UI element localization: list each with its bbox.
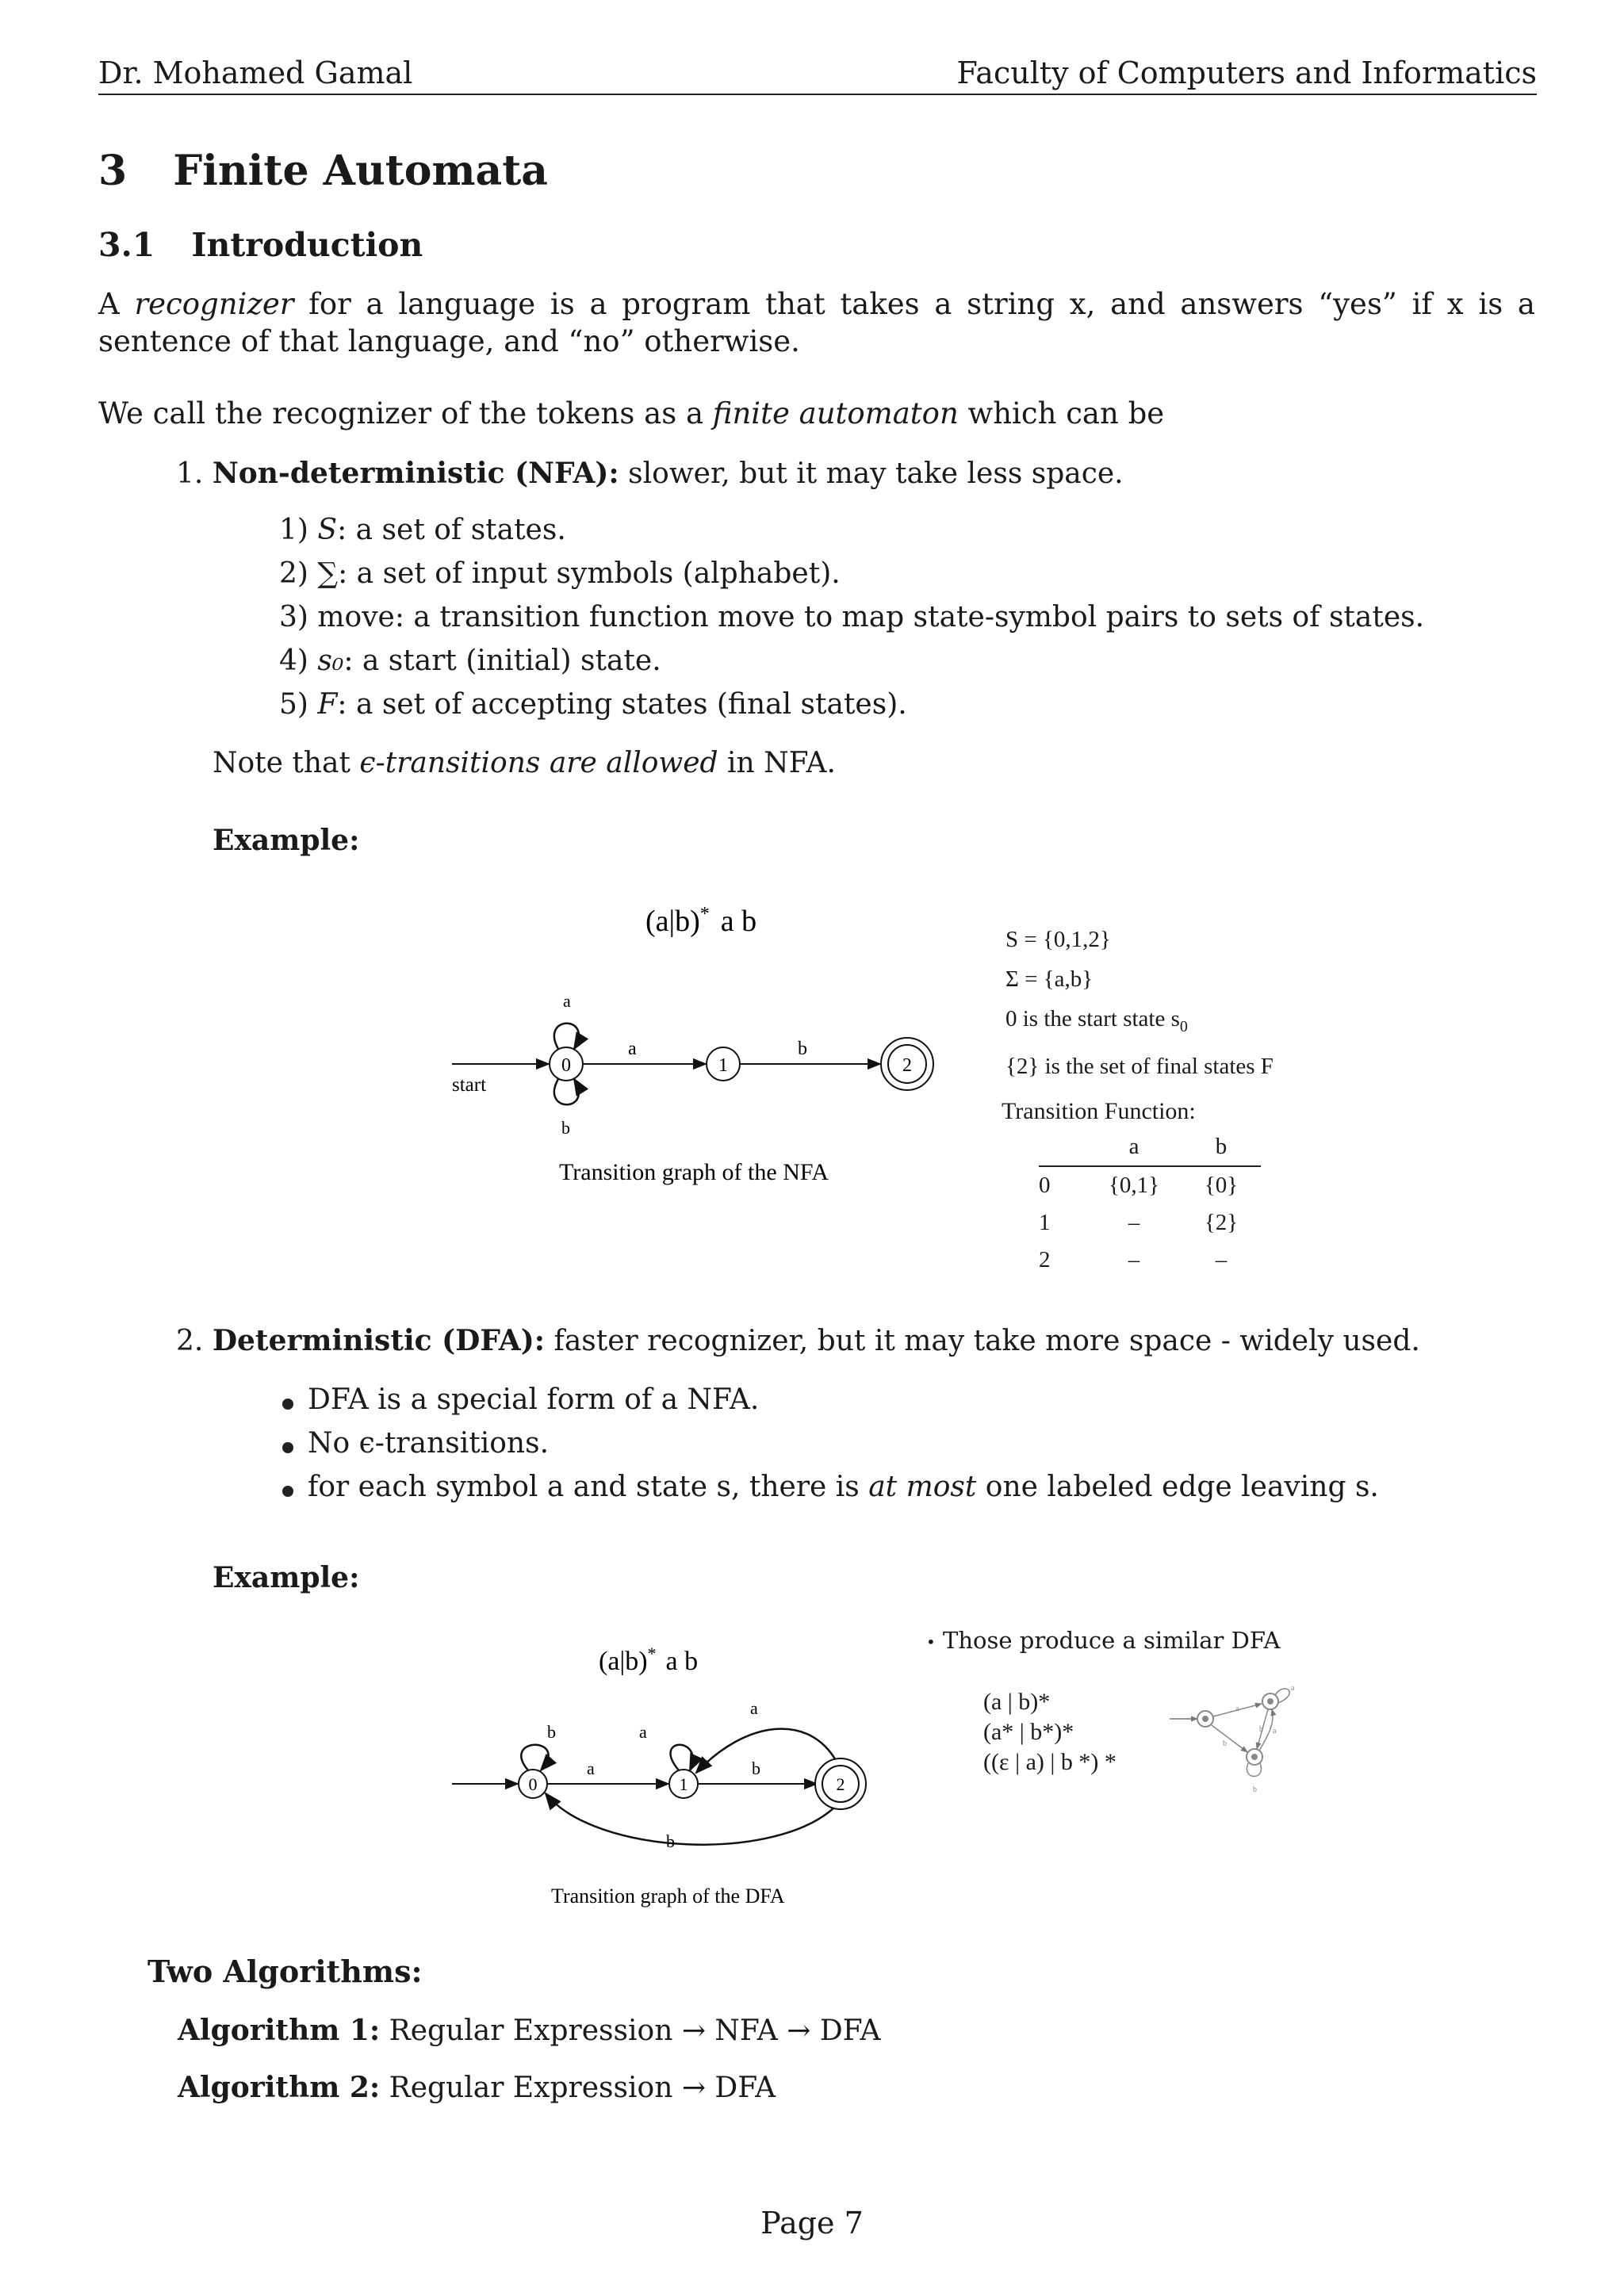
nfa-def-alphabet: Σ = {a,b} xyxy=(1005,966,1094,992)
bullet-dot: • xyxy=(926,1632,936,1651)
dfa-number: 2. xyxy=(176,1325,204,1357)
nfa-note-start: Note that xyxy=(213,747,360,779)
similar-dfa-mini-graph xyxy=(1166,1679,1324,1798)
nfa-item-text: : a start (initial) state. xyxy=(343,645,661,677)
nfa-loop-a-label: a xyxy=(563,991,571,1011)
subsection-title-text: Introduction xyxy=(191,226,423,264)
algorithm-2-text: Regular Expression → DFA xyxy=(380,2072,776,2104)
nfa-def-start-text: 0 is the start state s xyxy=(1005,1006,1180,1031)
nfa-state-0-label: 0 xyxy=(561,1055,571,1076)
mini-label: b xyxy=(1253,1785,1257,1794)
dfa-edge-2-1 xyxy=(696,1729,837,1773)
nfa-def-start xyxy=(1005,999,1274,1047)
mini-label: b xyxy=(1223,1739,1227,1748)
nfa-item-number: 3) xyxy=(279,601,308,633)
nfa-state-1-label: 1 xyxy=(718,1055,728,1076)
dfa-bullet-1 xyxy=(308,1382,759,1418)
dfa-loop-1-label: a xyxy=(639,1722,647,1742)
similar-expr: (a | b)* xyxy=(983,1689,1051,1715)
nfa-item-3 xyxy=(279,599,1424,636)
transition-cell: – xyxy=(1215,1247,1228,1272)
nfa-item-symbol: S xyxy=(317,514,338,546)
similar-expr: ((ε | a) | b *) * xyxy=(983,1749,1116,1775)
nfa-item-1 xyxy=(279,512,566,549)
mini-label: a xyxy=(1291,1684,1295,1693)
intro-p1-start: A xyxy=(98,287,135,321)
dfa-edge-2-0 xyxy=(546,1793,836,1845)
transition-col-a: a xyxy=(1128,1134,1139,1159)
dfa-state-0-label: 0 xyxy=(528,1774,538,1794)
dfa-edge-0-1-label: a xyxy=(587,1758,595,1778)
nfa-item-number: 1) xyxy=(279,514,308,546)
nfa-regex: (a|b)* a b xyxy=(645,904,757,938)
nfa-item-symbol: F xyxy=(317,688,338,721)
nfa-item-number: 2) xyxy=(279,557,308,590)
nfa-number: 1. xyxy=(176,457,204,490)
mini-edge xyxy=(1212,1725,1247,1752)
section-number: 3 xyxy=(98,147,128,195)
dfa-edge-2-0-label: b xyxy=(666,1831,675,1851)
algorithm-2 xyxy=(178,2069,776,2107)
table-row xyxy=(1039,1167,1261,1204)
dfa-bullet-2 xyxy=(308,1425,549,1462)
similar-dfa-expressions xyxy=(983,1687,1116,1777)
nfa-item-5 xyxy=(279,687,907,723)
transition-col-b: b xyxy=(1215,1134,1228,1159)
nfa-item-number: 5) xyxy=(279,688,308,721)
transition-cell: {2} xyxy=(1204,1210,1239,1235)
mini-state-0-dot xyxy=(1202,1716,1208,1722)
nfa-item-text: : a set of states. xyxy=(337,514,566,546)
page-number: Page 7 xyxy=(760,2206,864,2241)
transition-cell: – xyxy=(1128,1247,1140,1272)
nfa-def-start-sub: 0 xyxy=(1179,1017,1188,1035)
nfa-definition xyxy=(1005,920,1274,1086)
intro-p1-end: for a language is a program that takes a string x, and answers “yes” if x is a sentence of that language, and “no” otherwise. xyxy=(98,287,1535,358)
nfa-heading xyxy=(176,455,1124,492)
nfa-loop-b-label: b xyxy=(561,1118,570,1138)
algorithm-1-label: Algorithm 1: xyxy=(178,2014,381,2047)
intro-paragraph-automaton xyxy=(98,395,1535,432)
bullet-dot xyxy=(282,1442,293,1453)
nfa-edge-1-2-label: b xyxy=(798,1039,807,1059)
nfa-item-text: : a set of input symbols (alphabet). xyxy=(338,557,841,590)
dfa-example-label: Example: xyxy=(213,1561,360,1594)
table-row xyxy=(1039,1204,1261,1242)
nfa-item-2 xyxy=(279,556,841,592)
nfa-def-states: S = {0,1,2} xyxy=(1005,927,1111,952)
nfa-edge-0-1-label: a xyxy=(628,1039,637,1059)
nfa-example-label: Example: xyxy=(213,824,360,857)
mini-state-1-dot xyxy=(1267,1698,1274,1705)
transition-state: 2 xyxy=(1039,1247,1051,1272)
dfa-state-1-label: 1 xyxy=(679,1774,688,1794)
section-title-text: Finite Automata xyxy=(173,147,548,195)
dfa-loop-0-label: b xyxy=(547,1722,556,1742)
transition-cell: {0} xyxy=(1204,1173,1239,1198)
nfa-item-text: move: a transition function move to map state-symbol pairs to sets of states. xyxy=(317,601,1425,633)
nfa-item-text: : a set of accepting states (final states). xyxy=(337,688,907,721)
nfa-start-label: start xyxy=(452,1074,487,1096)
nfa-description: slower, but it may take less space. xyxy=(619,457,1124,490)
transition-cell: – xyxy=(1128,1210,1140,1235)
header-rule xyxy=(98,94,1537,95)
intro-p1-em: recognizer xyxy=(134,287,294,321)
similar-dfa-title: Those produce a similar DFA xyxy=(943,1627,1281,1654)
nfa-loop-a xyxy=(554,1024,579,1049)
transition-state: 1 xyxy=(1039,1210,1051,1235)
intro-paragraph-recognizer xyxy=(98,285,1535,360)
dfa-edge-2-1-label: a xyxy=(750,1698,758,1718)
nfa-item-4 xyxy=(279,643,661,679)
dfa-bullet-3 xyxy=(308,1469,1379,1506)
dfa-regex: (a|b)* a b xyxy=(599,1644,699,1676)
dfa-transition-graph xyxy=(444,1625,888,1927)
mini-state-2-dot xyxy=(1251,1754,1258,1760)
header-author: Dr. Mohamed Gamal xyxy=(98,55,413,90)
similar-expr: (a* | b*)* xyxy=(983,1719,1074,1745)
dfa-description: faster recognizer, but it may take more space - widely used. xyxy=(545,1325,1420,1357)
similar-dfa-note xyxy=(926,1627,1280,1654)
nfa-item-symbol: ∑ xyxy=(317,557,339,590)
nfa-transition-graph xyxy=(444,896,952,1205)
nfa-item-symbol: s₀ xyxy=(317,645,344,677)
nfa-note-em: ϵ-transitions are allowed xyxy=(359,747,718,779)
nfa-def-final: {2} is the set of final states F xyxy=(1005,1053,1274,1079)
intro-p2-em: finite automaton xyxy=(712,396,959,430)
dfa-loop-1 xyxy=(671,1745,693,1770)
dfa-state-2-label: 2 xyxy=(836,1774,845,1794)
dfa-bullet-text: for each symbol a and state s, there is xyxy=(308,1471,869,1503)
nfa-title: Non-deterministic (NFA): xyxy=(212,457,619,490)
transition-header-corner xyxy=(1039,1134,1086,1165)
dfa-bullet-text: No ϵ-transitions. xyxy=(308,1427,550,1460)
nfa-loop-b xyxy=(554,1079,579,1104)
header-faculty: Faculty of Computers and Informatics xyxy=(956,55,1537,90)
bullet-dot xyxy=(282,1486,293,1497)
dfa-loop-0 xyxy=(521,1745,548,1770)
nfa-state-2-label: 2 xyxy=(902,1055,912,1076)
algorithm-2-label: Algorithm 2: xyxy=(178,2071,381,2104)
subsection-title xyxy=(98,226,423,264)
table-row xyxy=(1039,1242,1261,1279)
dfa-heading xyxy=(176,1322,1420,1360)
mini-label: a xyxy=(1235,1705,1239,1713)
subsection-number: 3.1 xyxy=(98,226,155,264)
mini-label: a xyxy=(1273,1727,1277,1735)
dfa-edge-1-2-label: b xyxy=(752,1758,760,1778)
dfa-bullet-text: DFA is a special form of a NFA. xyxy=(308,1383,760,1416)
dfa-caption: Transition graph of the DFA xyxy=(551,1885,785,1908)
nfa-item-number: 4) xyxy=(279,645,308,677)
nfa-caption: Transition graph of the NFA xyxy=(559,1159,829,1185)
nfa-transition-table xyxy=(1039,1134,1261,1279)
mini-label: b xyxy=(1259,1725,1263,1734)
bullet-dot xyxy=(282,1399,293,1410)
intro-p2-end: which can be xyxy=(958,396,1165,430)
nfa-note-end: in NFA. xyxy=(718,747,836,779)
intro-p2-start: We call the recognizer of the tokens as a xyxy=(98,396,713,430)
algorithm-1 xyxy=(178,2012,881,2049)
nfa-transition-title: Transition Function: xyxy=(1002,1098,1196,1124)
nfa-note xyxy=(213,745,836,782)
algorithms-title: Two Algorithms: xyxy=(147,1954,423,1989)
transition-header-row xyxy=(1039,1134,1261,1167)
algorithm-1-text: Regular Expression → NFA → DFA xyxy=(380,2015,881,2047)
dfa-bullet-text-end: one labeled edge leaving s. xyxy=(976,1471,1379,1503)
transition-state: 0 xyxy=(1039,1173,1051,1198)
dfa-title: Deterministic (DFA): xyxy=(212,1324,546,1357)
section-title xyxy=(98,147,548,195)
dfa-bullet-em: at most xyxy=(868,1471,977,1503)
transition-cell: {0,1} xyxy=(1108,1173,1160,1198)
